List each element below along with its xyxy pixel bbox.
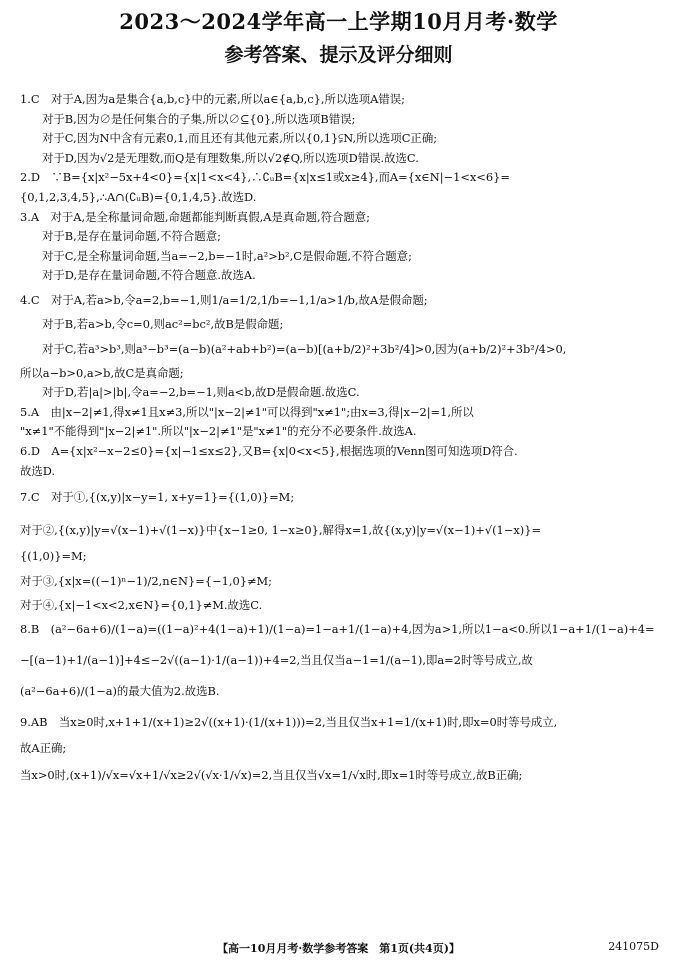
answer-line: "x≠1"不能得到"|x−2|≠1".所以"|x−2|≠1"是"x≠1"的充分不必要条件.故选A.	[20, 424, 417, 439]
answer-line: 对于C,若a³>b³,则a³−b³=(a−b)(a²+ab+b²)=(a−b)[(a+b/2)²+3b²/4]>0,因为(a+b/2)²+3b²/4>0,	[42, 341, 567, 356]
answer-line: 对于B,因为∅是任何集合的子集,所以∅⊆{0},所以选项B错误;	[42, 111, 356, 126]
answer-line: 对于②,{(x,y)|y=√(x−1)+√(1−x)}中{x−1≥0, 1−x≥0},解得x=1,故{(x,y)|y=√(x−1)+√(1−x)}=	[20, 523, 541, 538]
page-subtitle: 参考答案、提示及评分细则	[224, 44, 453, 66]
answer-line: 1.C 对于A,因为a是集合{a,b,c}中的元素,所以a∈{a,b,c},所以选项A错误;	[20, 92, 405, 106]
answer-line: 故选D.	[20, 463, 56, 478]
footer-page-info: 【高一10月月考·数学参考答案 第1页(共4页)】	[217, 942, 460, 955]
answer-line: 5.A 由|x−2|≠1,得x≠1且x≠3,所以"|x−2|≠1"可以得到"x≠1";由x=3,得|x−2|=1,所以	[20, 404, 474, 419]
answer-line: {0,1,2,3,4,5},∴A∩(∁ᵤB)={0,1,4,5}.故选D.	[20, 189, 257, 204]
answer-line: 对于③,{x|x=((−1)ⁿ−1)/2,n∈N}={−1,0}≠M;	[20, 573, 272, 588]
answer-line: 3.A 对于A,是全称量词命题,命题都能判断真假,A是真命题,符合题意;	[20, 209, 371, 224]
answer-line: 2.D ∵B={x|x²−5x+4<0}={x|1<x<4},∴∁ᵤB={x|x≤1或x≥4},而A={x∈N|−1<x<6}=	[20, 170, 510, 185]
answer-line: 对于D,是存在量词命题,不符合题意.故选A.	[42, 268, 256, 283]
answer-line: 当x>0时,(x+1)/√x=√x+1/√x≥2√(√x·1/√x)=2,当且仅当√x=1/√x时,即x=1时等号成立,故B正确;	[20, 767, 523, 782]
answer-line: 对于D,若|a|>|b|,令a=−2,b=−1,则a<b,故D是假命题.故选C.	[42, 385, 360, 400]
answer-line: 所以a−b>0,a>b,故C是真命题;	[20, 365, 184, 380]
answer-line: 对于D,因为√2是无理数,而Q是有理数集,所以√2∉Q,所以选项D错误.故选C.	[42, 150, 419, 165]
answer-line: 对于④,{x|−1<x<2,x∈N}={0,1}≠M.故选C.	[20, 597, 263, 612]
answer-line: 8.B (a²−6a+6)/(1−a)=((1−a)²+4(1−a)+1)/(1−a)=1−a+1/(1−a)+4,因为a>1,所以1−a<0.所以1−a+1/(1−a)+4=	[20, 622, 655, 637]
answer-line: {(1,0)}=M;	[20, 549, 87, 564]
answer-line: 6.D A={x|x²−x−2≤0}={x|−1≤x≤2},又B={x|0<x<5},根据选项的Venn图可知选项D符合.	[20, 443, 518, 458]
page-title: 2023～2024学年高一上学期10月月考·数学	[119, 9, 558, 34]
footer-code: 241075D	[608, 940, 659, 953]
answer-body	[20, 90, 660, 792]
answer-line: (a²−6a+6)/(1−a)的最大值为2.故选B.	[20, 684, 220, 699]
answer-line: 故A正确;	[20, 741, 67, 756]
answer-line: 4.C 对于A,若a>b,令a=2,b=−1,则1/a=1/2,1/b=−1,1/a>1/b,故A是假命题;	[20, 292, 428, 307]
answer-line: 对于B,是存在量词命题,不符合题意;	[42, 229, 221, 244]
answer-line: −[(a−1)+1/(a−1)]+4≤−2√((a−1)·1/(a−1))+4=2,当且仅当a−1=1/(a−1),即a=2时等号成立,故	[20, 653, 533, 668]
answer-line: 对于B,若a>b,令c=0,则ac²=bc²,故B是假命题;	[42, 316, 284, 331]
answer-line: 7.C 对于①,{(x,y)|x−y=1, x+y=1}={(1,0)}=M;	[20, 490, 295, 505]
answer-line: 9.AB 当x≥0时,x+1+1/(x+1)≥2√((x+1)·(1/(x+1)))=2,当且仅当x+1=1/(x+1)时,即x=0时等号成立,	[20, 715, 558, 730]
answer-line: 对于C,因为N中含有元素0,1,而且还有其他元素,所以{0,1}⫋N,所以选项C正确;	[42, 131, 438, 146]
answer-line: 对于C,是全称量词命题,当a=−2,b=−1时,a²>b²,C是假命题,不符合题意;	[42, 248, 412, 263]
